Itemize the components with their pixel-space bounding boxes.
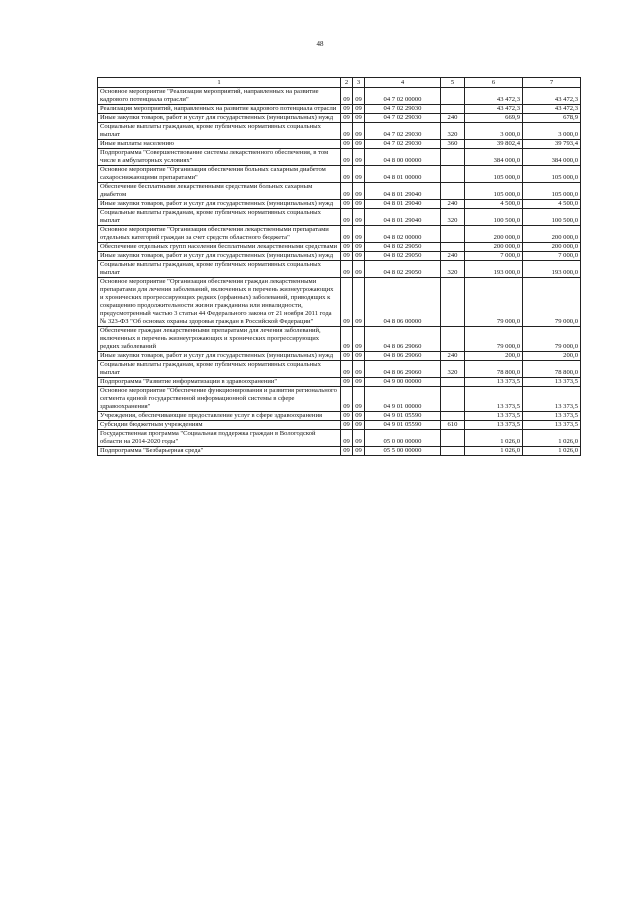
row-amount-year-2: 3 000,0 <box>523 123 581 140</box>
row-section: 09 <box>341 252 353 261</box>
row-section: 09 <box>341 387 353 412</box>
row-subsection: 09 <box>353 361 365 378</box>
row-subsection: 09 <box>353 140 365 149</box>
row-amount-year-1: 7 000,0 <box>465 252 523 261</box>
row-section: 09 <box>341 209 353 226</box>
row-target-code: 04 8 02 00000 <box>365 226 441 243</box>
row-section: 09 <box>341 183 353 200</box>
table-row <box>98 243 581 252</box>
row-name: Основное мероприятие "Обеспечение функционирования и развития регионального сегмента единой государственной информационной системы в сфере здравоохранения" <box>98 387 341 412</box>
row-target-code: 04 8 06 29060 <box>365 352 441 361</box>
row-section: 09 <box>341 140 353 149</box>
row-amount-year-2: 384 000,0 <box>523 149 581 166</box>
row-target-code: 04 7 02 29030 <box>365 140 441 149</box>
row-amount-year-1: 13 373,5 <box>465 412 523 421</box>
row-target-code: 04 9 01 05590 <box>365 412 441 421</box>
row-name: Основное мероприятие "Организация обеспечения больных сахарным диабетом сахароснижающими препаратами" <box>98 166 341 183</box>
row-target-code: 04 8 01 29040 <box>365 200 441 209</box>
row-amount-year-1: 1 026,0 <box>465 447 523 456</box>
table-row <box>98 105 581 114</box>
row-name: Обеспечение бесплатными лекарственными средствами больных сахарным диабетом <box>98 183 341 200</box>
row-target-code: 04 8 06 29060 <box>365 361 441 378</box>
row-amount-year-2: 4 500,0 <box>523 200 581 209</box>
row-amount-year-2: 13 373,5 <box>523 378 581 387</box>
row-amount-year-1: 79 000,0 <box>465 327 523 352</box>
row-name: Подпрограмма "Безбарьерная среда" <box>98 447 341 456</box>
row-subsection: 09 <box>353 278 365 327</box>
row-target-code: 04 9 00 00000 <box>365 378 441 387</box>
row-subsection: 09 <box>353 166 365 183</box>
row-expense-type <box>441 430 465 447</box>
budget-sheet <box>97 77 580 456</box>
column-header-3: 3 <box>353 78 365 88</box>
row-amount-year-2: 200 000,0 <box>523 243 581 252</box>
row-subsection: 09 <box>353 430 365 447</box>
column-header-2: 2 <box>341 78 353 88</box>
row-amount-year-1: 39 802,4 <box>465 140 523 149</box>
row-target-code: 04 8 01 29040 <box>365 183 441 200</box>
row-amount-year-2: 100 500,0 <box>523 209 581 226</box>
row-name: Иные закупки товаров, работ и услуг для государственных (муниципальных) нужд <box>98 352 341 361</box>
row-amount-year-2: 1 026,0 <box>523 430 581 447</box>
row-section: 09 <box>341 166 353 183</box>
table-row <box>98 149 581 166</box>
table-row <box>98 252 581 261</box>
row-amount-year-1: 105 000,0 <box>465 166 523 183</box>
row-section: 09 <box>341 278 353 327</box>
row-amount-year-1: 4 500,0 <box>465 200 523 209</box>
table-row <box>98 166 581 183</box>
row-section: 09 <box>341 430 353 447</box>
row-section: 09 <box>341 200 353 209</box>
row-amount-year-1: 3 000,0 <box>465 123 523 140</box>
row-expense-type <box>441 327 465 352</box>
row-amount-year-1: 200,0 <box>465 352 523 361</box>
row-amount-year-2: 39 793,4 <box>523 140 581 149</box>
row-section: 09 <box>341 226 353 243</box>
row-target-code: 04 8 02 29050 <box>365 243 441 252</box>
table-row <box>98 200 581 209</box>
row-subsection: 09 <box>353 421 365 430</box>
row-expense-type <box>441 278 465 327</box>
row-name: Учреждения, обеспечивающие предоставление услуг в сфере здравоохранения <box>98 412 341 421</box>
table-row <box>98 209 581 226</box>
row-expense-type <box>441 166 465 183</box>
row-subsection: 09 <box>353 226 365 243</box>
row-amount-year-2: 43 472,3 <box>523 88 581 105</box>
row-expense-type: 320 <box>441 209 465 226</box>
row-target-code: 04 8 06 00000 <box>365 278 441 327</box>
row-name: Иные закупки товаров, работ и услуг для государственных (муниципальных) нужд <box>98 200 341 209</box>
column-number-row <box>98 78 581 88</box>
row-target-code: 04 8 01 29040 <box>365 209 441 226</box>
row-subsection: 09 <box>353 261 365 278</box>
row-name: Социальные выплаты гражданам, кроме публичных нормативных социальных выплат <box>98 361 341 378</box>
row-amount-year-1: 200 000,0 <box>465 243 523 252</box>
row-amount-year-2: 13 373,5 <box>523 421 581 430</box>
table-row <box>98 261 581 278</box>
row-amount-year-2: 193 000,0 <box>523 261 581 278</box>
row-expense-type: 320 <box>441 361 465 378</box>
budget-table <box>97 77 581 456</box>
row-amount-year-1: 43 472,3 <box>465 105 523 114</box>
row-amount-year-2: 200 000,0 <box>523 226 581 243</box>
table-row <box>98 88 581 105</box>
row-section: 09 <box>341 352 353 361</box>
row-name: Иные выплаты населению <box>98 140 341 149</box>
row-amount-year-2: 78 800,0 <box>523 361 581 378</box>
row-subsection: 09 <box>353 105 365 114</box>
row-amount-year-2: 1 026,0 <box>523 447 581 456</box>
row-expense-type: 240 <box>441 252 465 261</box>
column-header-5: 5 <box>441 78 465 88</box>
row-expense-type <box>441 105 465 114</box>
row-name: Основное мероприятие "Организация обеспечения лекарственными препаратами отдельных категорий граждан за счет средств областного бюджета" <box>98 226 341 243</box>
row-expense-type: 610 <box>441 421 465 430</box>
row-section: 09 <box>341 361 353 378</box>
row-name: Иные закупки товаров, работ и услуг для государственных (муниципальных) нужд <box>98 252 341 261</box>
row-section: 09 <box>341 123 353 140</box>
table-row <box>98 123 581 140</box>
row-amount-year-2: 678,9 <box>523 114 581 123</box>
row-target-code: 05 0 00 00000 <box>365 430 441 447</box>
row-expense-type: 240 <box>441 200 465 209</box>
row-amount-year-1: 13 373,5 <box>465 378 523 387</box>
row-expense-type <box>441 149 465 166</box>
row-name: Подпрограмма "Совершенствование системы лекарственного обеспечения, в том числе в амбулаторных условиях" <box>98 149 341 166</box>
column-header-4: 4 <box>365 78 441 88</box>
row-section: 09 <box>341 421 353 430</box>
row-subsection: 09 <box>353 352 365 361</box>
row-amount-year-2: 79 000,0 <box>523 327 581 352</box>
row-amount-year-1: 200 000,0 <box>465 226 523 243</box>
row-expense-type <box>441 387 465 412</box>
row-name: Социальные выплаты гражданам, кроме публичных нормативных социальных выплат <box>98 261 341 278</box>
row-section: 09 <box>341 327 353 352</box>
row-amount-year-1: 100 500,0 <box>465 209 523 226</box>
table-row <box>98 114 581 123</box>
row-section: 09 <box>341 412 353 421</box>
row-section: 09 <box>341 447 353 456</box>
row-amount-year-1: 13 373,5 <box>465 387 523 412</box>
row-subsection: 09 <box>353 114 365 123</box>
row-expense-type: 320 <box>441 123 465 140</box>
row-amount-year-2: 13 373,5 <box>523 412 581 421</box>
table-row <box>98 378 581 387</box>
row-target-code: 04 7 02 29030 <box>365 114 441 123</box>
row-amount-year-1: 1 026,0 <box>465 430 523 447</box>
row-subsection: 09 <box>353 447 365 456</box>
row-target-code: 04 7 02 29030 <box>365 123 441 140</box>
row-target-code: 05 5 00 00000 <box>365 447 441 456</box>
row-amount-year-2: 13 373,5 <box>523 387 581 412</box>
budget-table-body <box>98 78 581 456</box>
row-target-code: 04 7 02 00000 <box>365 88 441 105</box>
row-subsection: 09 <box>353 327 365 352</box>
row-name: Социальные выплаты гражданам, кроме публичных нормативных социальных выплат <box>98 209 341 226</box>
row-subsection: 09 <box>353 378 365 387</box>
row-amount-year-1: 43 472,3 <box>465 88 523 105</box>
row-name: Государственная программа "Социальная поддержка граждан в Вологодской области на 2014-2020 годы" <box>98 430 341 447</box>
row-expense-type <box>441 447 465 456</box>
row-amount-year-2: 7 000,0 <box>523 252 581 261</box>
row-name: Основное мероприятие "Реализация мероприятий, направленных на развитие кадрового потенциала отрасли" <box>98 88 341 105</box>
table-row <box>98 327 581 352</box>
row-expense-type: 240 <box>441 114 465 123</box>
row-subsection: 09 <box>353 88 365 105</box>
row-name: Подпрограмма "Развитие информатизации в здравоохранении" <box>98 378 341 387</box>
row-target-code: 04 9 01 00000 <box>365 387 441 412</box>
row-amount-year-1: 669,9 <box>465 114 523 123</box>
row-amount-year-2: 105 000,0 <box>523 183 581 200</box>
row-expense-type: 240 <box>441 352 465 361</box>
row-subsection: 09 <box>353 209 365 226</box>
row-section: 09 <box>341 114 353 123</box>
table-row <box>98 387 581 412</box>
row-section: 09 <box>341 149 353 166</box>
row-section: 09 <box>341 261 353 278</box>
row-expense-type <box>441 88 465 105</box>
row-target-code: 04 8 02 29050 <box>365 261 441 278</box>
row-expense-type <box>441 183 465 200</box>
row-subsection: 09 <box>353 412 365 421</box>
row-amount-year-1: 78 800,0 <box>465 361 523 378</box>
row-expense-type: 320 <box>441 261 465 278</box>
row-subsection: 09 <box>353 200 365 209</box>
column-header-1: 1 <box>98 78 341 88</box>
column-header-7: 7 <box>523 78 581 88</box>
row-section: 09 <box>341 88 353 105</box>
row-subsection: 09 <box>353 243 365 252</box>
table-row <box>98 361 581 378</box>
row-amount-year-1: 105 000,0 <box>465 183 523 200</box>
table-row <box>98 140 581 149</box>
row-target-code: 04 8 02 29050 <box>365 252 441 261</box>
row-name: Иные закупки товаров, работ и услуг для государственных (муниципальных) нужд <box>98 114 341 123</box>
table-row <box>98 226 581 243</box>
row-expense-type <box>441 412 465 421</box>
row-name: Социальные выплаты гражданам, кроме публичных нормативных социальных выплат <box>98 123 341 140</box>
row-amount-year-2: 105 000,0 <box>523 166 581 183</box>
row-target-code: 04 8 01 00000 <box>365 166 441 183</box>
row-amount-year-2: 43 472,3 <box>523 105 581 114</box>
row-name: Субсидии бюджетным учреждениям <box>98 421 341 430</box>
table-row <box>98 278 581 327</box>
row-name: Реализация мероприятий, направленных на развитие кадрового потенциала отрасли <box>98 105 341 114</box>
row-target-code: 04 8 00 00000 <box>365 149 441 166</box>
row-section: 09 <box>341 378 353 387</box>
row-subsection: 09 <box>353 149 365 166</box>
row-amount-year-2: 200,0 <box>523 352 581 361</box>
row-amount-year-1: 384 000,0 <box>465 149 523 166</box>
column-header-6: 6 <box>465 78 523 88</box>
row-target-code: 04 7 02 29030 <box>365 105 441 114</box>
row-target-code: 04 8 06 29060 <box>365 327 441 352</box>
table-row <box>98 447 581 456</box>
row-expense-type <box>441 378 465 387</box>
row-section: 09 <box>341 105 353 114</box>
row-target-code: 04 9 01 05590 <box>365 421 441 430</box>
row-section: 09 <box>341 243 353 252</box>
row-name: Основное мероприятие "Организация обеспечения граждан лекарственными препаратами для лечения заболеваний, включенных в перечень жизнеугрожающих и хронических прогрессирующих редких (орфанных) заболеваний, приводящих к сокращению продолжительности жизни гражданина или инвалидности, предусмотренный частью 3 статьи 44 Федерального закона от 21 ноября 2011 года № 323-ФЗ "Об основах охраны здоровья граждан в Российской Федерации" <box>98 278 341 327</box>
row-expense-type: 360 <box>441 140 465 149</box>
page-number: 48 <box>316 40 324 48</box>
row-name: Обеспечение отдельных групп населения бесплатными лекарственными средствами <box>98 243 341 252</box>
table-row <box>98 352 581 361</box>
row-expense-type <box>441 243 465 252</box>
row-name: Обеспечение граждан лекарственными препаратами для лечения заболеваний, включенных в перечень жизнеугрожающих и хронических прогрессирующих редких заболеваний <box>98 327 341 352</box>
table-row <box>98 421 581 430</box>
row-subsection: 09 <box>353 387 365 412</box>
row-amount-year-2: 79 000,0 <box>523 278 581 327</box>
row-subsection: 09 <box>353 183 365 200</box>
table-row <box>98 412 581 421</box>
table-row <box>98 183 581 200</box>
table-row <box>98 430 581 447</box>
row-subsection: 09 <box>353 123 365 140</box>
row-expense-type <box>441 226 465 243</box>
row-subsection: 09 <box>353 252 365 261</box>
row-amount-year-1: 13 373,5 <box>465 421 523 430</box>
row-amount-year-1: 79 000,0 <box>465 278 523 327</box>
row-amount-year-1: 193 000,0 <box>465 261 523 278</box>
